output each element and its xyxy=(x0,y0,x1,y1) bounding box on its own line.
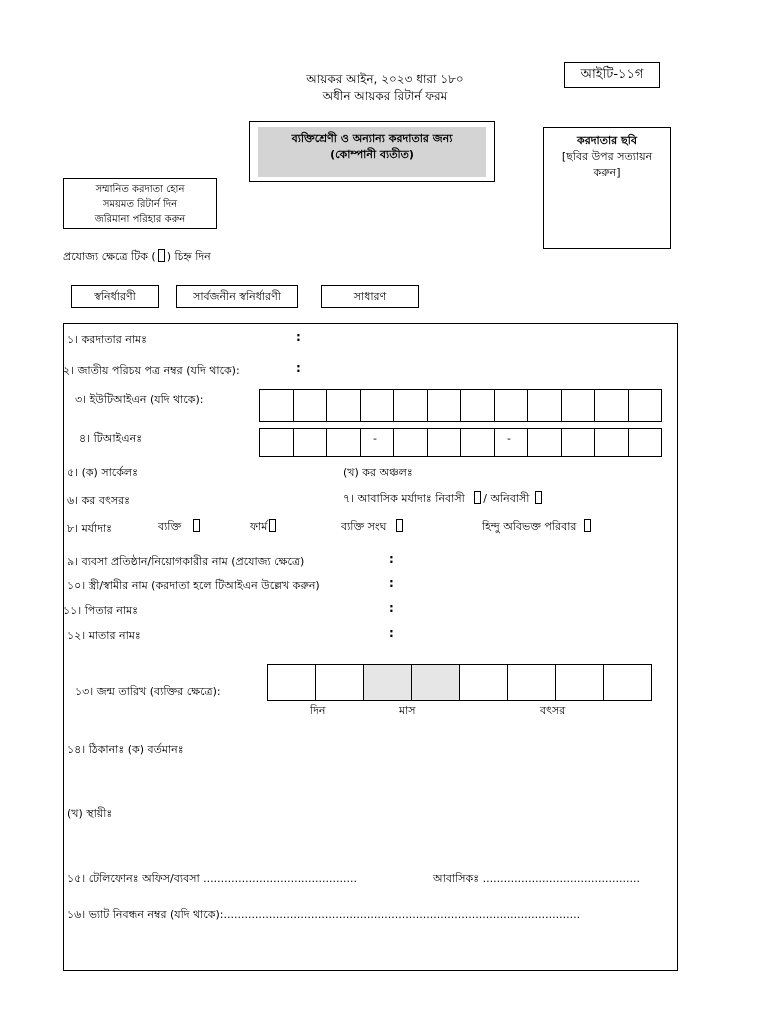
nonresident-checkbox[interactable] xyxy=(535,491,542,504)
utin-digit-cell[interactable] xyxy=(594,389,629,422)
category-line2: (কোম্পানী ব্যতীত) xyxy=(330,148,414,161)
tin-digit-cell[interactable] xyxy=(594,428,629,457)
field-father-colon: : xyxy=(389,601,394,615)
status-huf-checkbox[interactable] xyxy=(584,519,591,532)
status-aop-label: ব্যক্তি সংঘ xyxy=(341,520,387,533)
dob-digit-cell[interactable] xyxy=(411,664,460,701)
dob-digit-cell[interactable] xyxy=(555,664,604,701)
status-aop-checkbox[interactable] xyxy=(396,519,403,532)
photo-box xyxy=(543,127,671,249)
dob-digit-cell[interactable] xyxy=(507,664,556,701)
field-residency-label xyxy=(343,490,544,509)
category-line1: ব্যক্তিশ্রেণী ও অন্যান্য করদাতার জন্য xyxy=(291,132,453,145)
notice-line1: সম্মানিত করদাতা হোন xyxy=(95,184,185,195)
status-firm-label: ফার্ম xyxy=(250,520,268,533)
utin-digit-cell[interactable] xyxy=(427,389,462,422)
tin-digit-cell[interactable] xyxy=(460,428,495,457)
field-tin-label: ৪। টিআইএনঃ xyxy=(79,432,143,445)
field-mother-label: ১২। মাতার নামঃ xyxy=(67,629,141,642)
form-code: আইটি-১১গ xyxy=(580,67,644,82)
utin-digit-cell[interactable] xyxy=(561,389,596,422)
dob-digit-cell[interactable] xyxy=(315,664,364,701)
field-utin-label: ৩। ইউটিআইএন (যদি থাকে): xyxy=(75,393,204,406)
option-universal-self-assessment[interactable] xyxy=(176,285,298,308)
field-nid-label: ২। জাতীয় পরিচয় পত্র নম্বর (যদি থাকে): xyxy=(63,364,240,377)
field-employer-label: ৯। ব্যবসা প্রতিষ্ঠান/নিয়োগকারীর নাম (প্রযোজ্য ক্ষেত্রে) xyxy=(67,555,305,568)
status-firm xyxy=(250,518,278,537)
status-individual-label: ব্যক্তি xyxy=(158,520,182,533)
status-firm-checkbox[interactable] xyxy=(269,519,276,532)
field-tax-year-label: ৬। কর বৎসরঃ xyxy=(67,494,131,507)
tick-sample-box xyxy=(158,249,165,262)
tin-dash-2: - xyxy=(507,432,511,445)
tick-instruction-after: ) চিহ্ন দিন xyxy=(166,250,211,263)
field-taxpayer-name-colon: : xyxy=(296,330,301,344)
status-huf xyxy=(482,518,593,537)
dob-day-caption: দিন xyxy=(310,704,326,717)
utin-digit-cell[interactable] xyxy=(326,389,361,422)
option-self-assessment[interactable] xyxy=(71,285,159,308)
option-normal[interactable] xyxy=(321,285,419,308)
utin-digit-cell[interactable] xyxy=(259,389,294,422)
status-aop xyxy=(341,518,405,537)
option-self-assessment-label: স্বনির্ধারণী xyxy=(94,290,136,303)
utin-digit-cell[interactable] xyxy=(293,389,328,422)
dob-digit-cell[interactable] xyxy=(603,664,652,701)
tick-instruction xyxy=(63,248,211,267)
field-residency-nonresident: / অনিবাসী xyxy=(483,492,530,505)
field-address-permanent-label: (খ) স্থায়ীঃ xyxy=(67,807,113,820)
field-telephone-residence-label: আবাসিকঃ ............................................. xyxy=(433,872,640,885)
utin-digit-cell[interactable] xyxy=(460,389,495,422)
tin-digit-cell[interactable] xyxy=(259,428,294,457)
photo-note-line1: [ছবির উপর সত্যায়ন xyxy=(561,150,653,163)
category-box xyxy=(249,121,495,182)
dob-month-caption: মাস xyxy=(399,704,416,717)
dob-year-caption: বৎসর xyxy=(540,704,566,717)
notice-line3: জরিমানা পরিহার করুন xyxy=(94,214,186,225)
field-telephone-office-label: ১৫। টেলিফোনঃ অফিস/ব্যবসা ............................................ xyxy=(67,872,358,885)
option-normal-label: সাধারণ xyxy=(353,290,387,303)
dob-digit-cell[interactable] xyxy=(267,664,316,701)
dob-digit-cell[interactable] xyxy=(363,664,412,701)
notice-line2: সময়মত রিটার্ন দিন xyxy=(102,199,178,210)
field-nid-colon: : xyxy=(296,361,301,375)
resident-checkbox[interactable] xyxy=(474,491,481,504)
tin-digit-cell[interactable] xyxy=(326,428,361,457)
field-circle-label: ৫। (ক) সার্কেলঃ xyxy=(67,466,138,479)
tick-instruction-before: প্রযোজ্য ক্ষেত্রে টিক ( xyxy=(63,250,156,263)
tin-digit-cell[interactable] xyxy=(427,428,462,457)
field-residency-resident: ৭। আবাসিক মর্যাদাঃ নিবাসী xyxy=(343,492,465,505)
field-spouse-label: ১০। স্ত্রী/স্বামীর নাম (করদাতা হলে টিআইএন উল্লেখ করুন) xyxy=(67,579,320,592)
field-vat-label: ১৬। ভ্যাট নিবন্ধন নম্বর (যদি থাকে):...................................................................................................... xyxy=(67,908,581,921)
status-huf-label: হিন্দু অবিভক্ত পরিবার xyxy=(482,520,577,533)
photo-note-line2: করুন] xyxy=(593,166,621,179)
field-dob-label: ১৩। জন্ম তারিখ (ব্যক্তির ক্ষেত্রে): xyxy=(75,685,221,698)
field-tax-zone-label: (খ) কর অঞ্চলঃ xyxy=(343,466,413,479)
field-status-label: ৮। মর্যাদাঃ xyxy=(67,522,113,535)
form-code-box xyxy=(564,62,660,88)
form-heading-line1: আয়কর আইন, ২০২৩ ধারা ১৮০ xyxy=(306,72,464,86)
notice-box xyxy=(63,178,217,229)
dob-digit-cell[interactable] xyxy=(459,664,508,701)
tin-digit-cell[interactable] xyxy=(293,428,328,457)
form-heading-line2: অধীন আয়কর রিটার্ন ফরম xyxy=(322,89,448,103)
status-individual xyxy=(158,518,202,537)
photo-title: করদাতার ছবি xyxy=(577,134,637,147)
field-spouse-colon: : xyxy=(389,576,394,590)
field-address-present-label: ১৪। ঠিকানাঃ (ক) বর্তমানঃ xyxy=(67,743,184,756)
option-universal-label: সার্বজনীন স্বনির্ধারণী xyxy=(193,290,281,303)
tin-digit-cell[interactable] xyxy=(561,428,596,457)
field-mother-colon: : xyxy=(389,626,394,640)
tin-digit-cell[interactable] xyxy=(527,428,562,457)
utin-digit-cell[interactable] xyxy=(628,389,663,422)
field-taxpayer-name-label: ১। করদাতার নামঃ xyxy=(67,333,148,346)
utin-digit-cell[interactable] xyxy=(360,389,395,422)
utin-digit-cell[interactable] xyxy=(393,389,428,422)
field-employer-colon: : xyxy=(389,552,394,566)
utin-digit-cell[interactable] xyxy=(527,389,562,422)
field-father-label: ১১। পিতার নামঃ xyxy=(63,604,139,617)
tin-digit-cell[interactable] xyxy=(393,428,428,457)
utin-digit-cell[interactable] xyxy=(494,389,529,422)
tin-digit-cell[interactable] xyxy=(628,428,663,457)
status-individual-checkbox[interactable] xyxy=(193,519,200,532)
tin-dash-1: - xyxy=(373,432,377,445)
